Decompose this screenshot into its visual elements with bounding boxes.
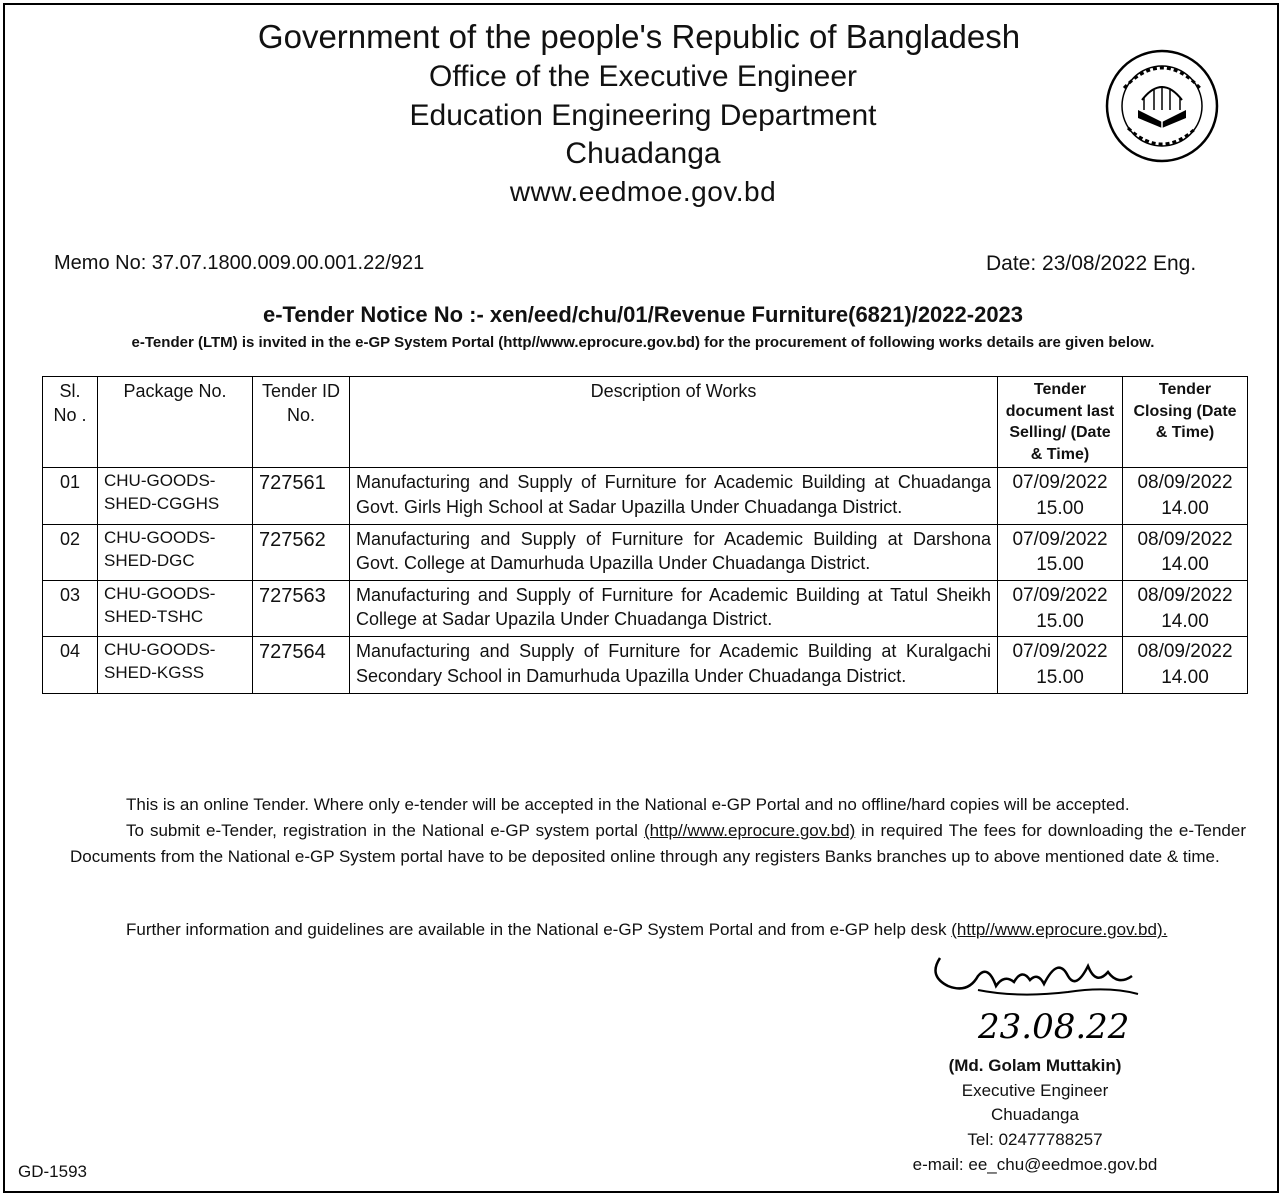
signatory-designation: Executive Engineer: [961, 1080, 1109, 1100]
header-description: Description of Works: [350, 377, 998, 468]
further-info-paragraph: [126, 917, 1226, 943]
eprocure-link[interactable]: (http//www.eprocure.gov.bd): [643, 821, 856, 840]
department-title: Education Engineering Department: [409, 99, 877, 132]
table-header-row: [43, 377, 1248, 468]
row-doc-selling: [998, 580, 1123, 636]
row-package: CHU-GOODS-SHED-CGGHS: [98, 468, 253, 524]
handwritten-signature: [918, 946, 1148, 1056]
row-doc-selling: [998, 637, 1123, 693]
row-closing: [1123, 524, 1248, 580]
row-package: CHU-GOODS-SHED-KGSS: [98, 637, 253, 693]
helpdesk-link[interactable]: (http//www.eprocure.gov.bd).: [951, 920, 1168, 939]
header-package: Package No.: [98, 377, 253, 468]
notice-date: Date: 23/08/2022 Eng.: [986, 252, 1197, 275]
row-sl: 01: [43, 468, 98, 524]
close-date: 08/09/2022: [1137, 528, 1233, 550]
notice-subtitle: e-Tender (LTM) is invited in the e-GP System Portal (http//www.eprocure.gov.bd) for the procurement of following works details are given below.: [131, 334, 1155, 351]
header-doc-selling: Tender document last Selling/ (Date & Time): [998, 377, 1123, 468]
district-title: Chuadanga: [565, 137, 721, 170]
signature-block: [880, 1054, 1190, 1177]
close-date: 08/09/2022: [1137, 641, 1233, 663]
row-package: CHU-GOODS-SHED-DGC: [98, 524, 253, 580]
header-sl: Sl. No .: [43, 377, 98, 468]
row-package: CHU-GOODS-SHED-TSHC: [98, 580, 253, 636]
row-tender-id: 727563: [253, 580, 350, 636]
website-text: www.eedmoe.gov.bd: [509, 176, 777, 207]
tender-table: [42, 376, 1248, 694]
row-tender-id: 727564: [253, 637, 350, 693]
row-description: Manufacturing and Supply of Furniture for Academic Building at Chuadanga Govt. Girls High School at Sadar Upazilla Under Chuadanga District.: [350, 468, 998, 524]
signatory-name: (Md. Golam Muttakin): [948, 1056, 1122, 1075]
close-time: 14.00: [1161, 610, 1209, 632]
online-tender-paragraph: This is an online Tender. Where only e-tender will be accepted in the National e-GP Portal and no offline/hard copies will be accepted.: [126, 795, 1130, 814]
registration-text: To submit e-Tender, registration in the National e-GP system portal: [126, 821, 644, 840]
department-seal-logo: [1104, 48, 1220, 164]
header-closing: Tender Closing (Date & Time): [1123, 377, 1248, 468]
registration-paragraph: [70, 818, 1246, 869]
doc-time: 15.00: [1036, 666, 1084, 688]
government-title: Government of the people's Republic of Bangladesh: [257, 18, 1021, 55]
doc-date: 07/09/2022: [1012, 641, 1108, 663]
further-info-text: Further information and guidelines are available in the National e-GP System Portal and from e-GP help desk: [126, 920, 952, 939]
close-time: 14.00: [1161, 498, 1209, 520]
doc-date: 07/09/2022: [1012, 528, 1108, 550]
signatory-email[interactable]: e-mail: ee_chu@eedmoe.gov.bd: [912, 1154, 1158, 1174]
row-closing: [1123, 580, 1248, 636]
row-sl: 02: [43, 524, 98, 580]
table-row: [43, 468, 1248, 524]
row-description: Manufacturing and Supply of Furniture for Academic Building at Darshona Govt. College at Damurhuda Upazilla Under Chuadanga District.: [350, 524, 998, 580]
row-sl: 03: [43, 580, 98, 636]
office-title: Office of the Executive Engineer: [428, 60, 858, 93]
registration-text-tail: in required The fees for downloading the e-Tender Documents from the National e-GP System portal have to be deposited online through any registers Banks branches up to above mentioned date & time.: [70, 821, 1247, 866]
row-doc-selling: [998, 524, 1123, 580]
header-tender-id: Tender ID No.: [253, 377, 350, 468]
row-closing: [1123, 468, 1248, 524]
signatory-location: Chuadanga: [991, 1105, 1079, 1125]
row-sl: 04: [43, 637, 98, 693]
row-doc-selling: [998, 468, 1123, 524]
close-time: 14.00: [1161, 666, 1209, 688]
signatory-tel: Tel: 02477788257: [967, 1129, 1103, 1149]
close-time: 14.00: [1161, 554, 1209, 576]
doc-time: 15.00: [1036, 554, 1084, 576]
table-row: [43, 524, 1248, 580]
memo-number: Memo No: 37.07.1800.009.00.001.22/921: [54, 252, 425, 274]
handwritten-date: 23.08.22: [978, 1007, 1130, 1047]
doc-date: 07/09/2022: [1012, 584, 1108, 606]
close-date: 08/09/2022: [1137, 472, 1233, 494]
footer-code: GD-1593: [18, 1162, 87, 1181]
row-description: Manufacturing and Supply of Furniture for Academic Building at Tatul Sheikh College at Sadar Upazila Under Chuadanga District.: [350, 580, 998, 636]
row-closing: [1123, 637, 1248, 693]
close-date: 08/09/2022: [1137, 584, 1233, 606]
row-description: Manufacturing and Supply of Furniture for Academic Building at Kuralgachi Secondary School in Damurhuda Upazilla Under Chuadanga District.: [350, 637, 998, 693]
doc-time: 15.00: [1036, 610, 1084, 632]
row-tender-id: 727562: [253, 524, 350, 580]
notice-title: e-Tender Notice No :- xen/eed/chu/01/Revenue Furniture(6821)/2022-2023: [262, 302, 1024, 327]
row-tender-id: 727561: [253, 468, 350, 524]
doc-date: 07/09/2022: [1012, 472, 1108, 494]
doc-time: 15.00: [1036, 498, 1084, 520]
table-row: [43, 637, 1248, 693]
table-row: [43, 580, 1248, 636]
